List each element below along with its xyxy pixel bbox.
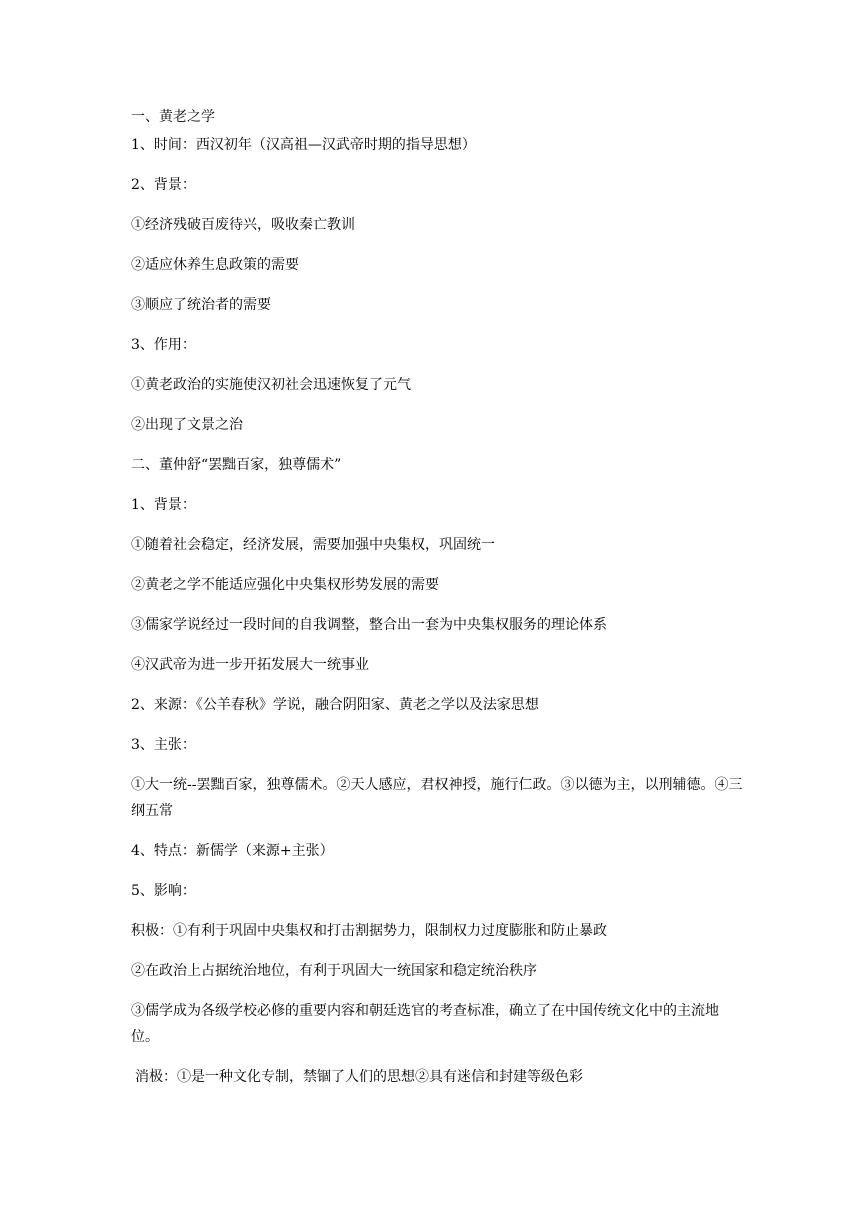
text-line: ③顺应了统治者的需要 xyxy=(131,297,271,313)
section-heading-dongzhongshu: 二、董仲舒“罢黜百家，独尊儒术” xyxy=(131,457,342,473)
text-line: ②出现了文景之治 xyxy=(131,417,243,433)
text-line: ④汉武帝为进一步开拓发展大一统事业 xyxy=(131,657,369,673)
text-line: ②适应休养生息政策的需要 xyxy=(131,257,299,273)
text-line: 3、主张： xyxy=(131,737,196,753)
text-line: 2、背景： xyxy=(131,177,196,193)
section-heading-huanglao: 一、黄老之学 xyxy=(131,109,215,125)
text-line: 5、影响： xyxy=(131,883,196,899)
text-line: 4、特点：新儒学（来源+主张） xyxy=(131,843,334,859)
text-line: 2、来源：《公羊春秋》学说，融合阴阳家、黄老之学以及法家思想 xyxy=(131,697,539,713)
text-line: ③儒家学说经过一段时间的自我调整，整合出一套为中央集权服务的理论体系 xyxy=(131,617,607,633)
text-line: ①随着社会稳定，经济发展，需要加强中央集权，巩固统一 xyxy=(131,537,495,553)
text-line: 消极：①是一种文化专制，禁锢了人们的思想②具有迷信和封建等级色彩 xyxy=(135,1069,583,1085)
document-body xyxy=(131,104,743,1090)
text-line: 3、作用： xyxy=(131,337,196,353)
text-line: 积极：①有利于巩固中央集权和打击割据势力，限制权力过度膨胀和防止暴政 xyxy=(131,923,607,939)
text-line: ①经济残破百废待兴，吸收秦亡教训 xyxy=(131,217,355,233)
text-line: 1、时间：西汉初年（汉高祖—汉武帝时期的指导思想） xyxy=(131,137,476,153)
text-paragraph: ③儒学成为各级学校必修的重要内容和朝廷选官的考查标准，确立了在中国传统文化中的主流地位。 xyxy=(131,1003,719,1045)
text-line: ②黄老之学不能适应强化中央集权形势发展的需要 xyxy=(131,577,439,593)
text-line: ①黄老政治的实施使汉初社会迅速恢复了元气 xyxy=(131,377,411,393)
text-line: 1、背景： xyxy=(131,497,196,513)
text-paragraph: ①大一统--罢黜百家，独尊儒术。②天人感应，君权神授，施行仁政。③以德为主，以刑辅德。④三纲五常 xyxy=(131,777,743,819)
text-line: ②在政治上占据统治地位，有利于巩固大一统国家和稳定统治秩序 xyxy=(131,963,537,979)
